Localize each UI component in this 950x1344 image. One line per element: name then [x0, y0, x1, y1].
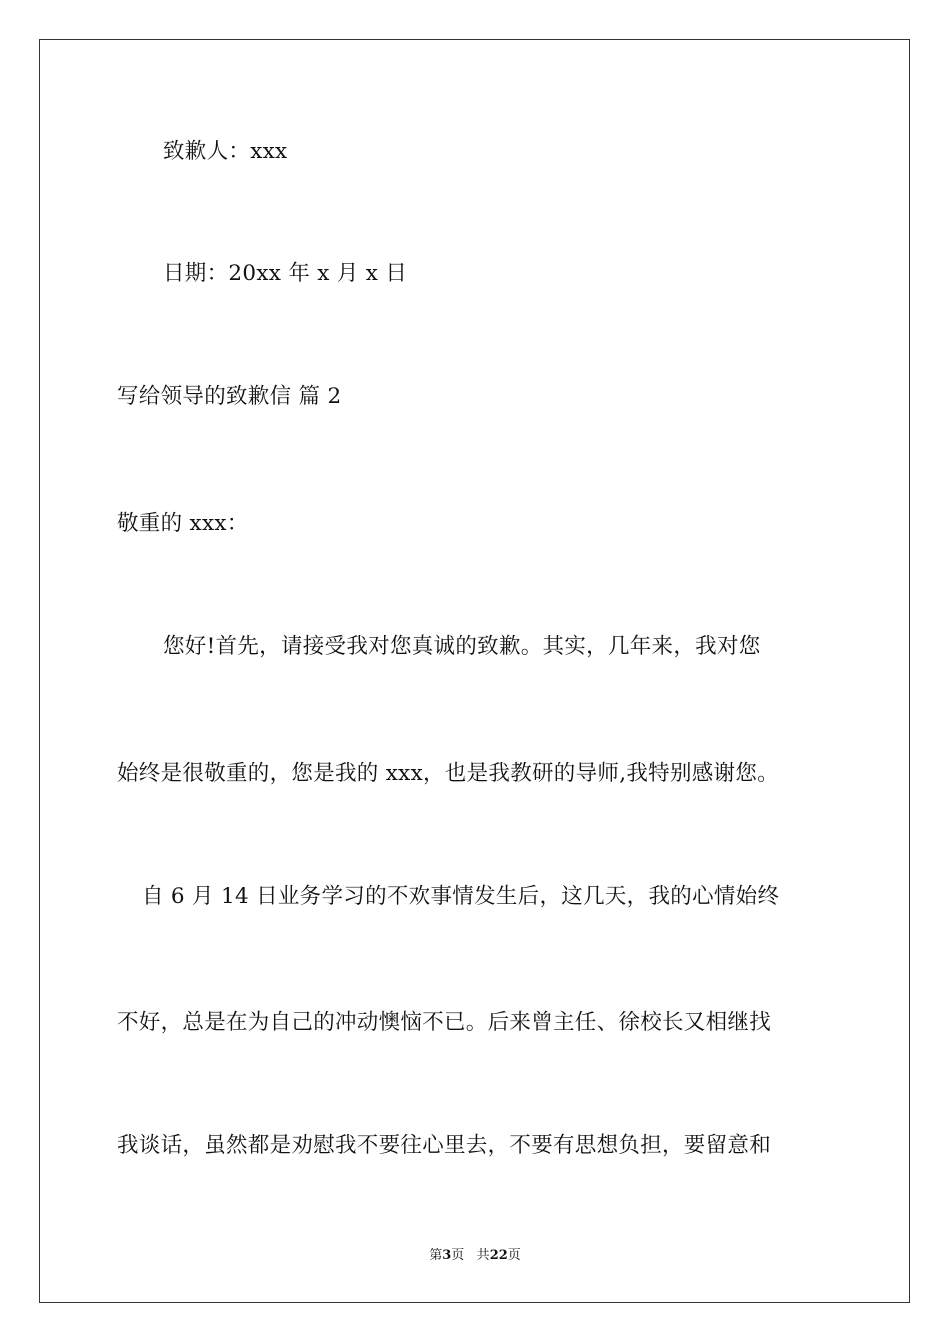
paragraph-line: 始终是很敬重的，您是我的 xxx，也是我教研的导师,我特别感谢您。: [117, 761, 779, 786]
total-suffix: 页: [507, 1248, 521, 1263]
total-pages: 22: [489, 1248, 508, 1263]
paragraph-line: 自 6 月 14 日业务学习的不欢事情发生后，这几天，我的心情始终: [142, 884, 780, 909]
salutation: 敬重的 xxx：: [117, 511, 249, 536]
page-number: 3: [442, 1248, 452, 1263]
page-border: [39, 39, 910, 1303]
paragraph-line: 我谈话，虽然都是劝慰我不要往心里去，不要有思想负担，要留意和: [117, 1133, 772, 1158]
signature-line: 致歉人：xxx: [163, 139, 288, 164]
paragraph-line: 您好!首先，请接受我对您真诚的致歉。其实，几年来，我对您: [163, 634, 761, 659]
page-suffix: 页: [451, 1248, 465, 1263]
page-footer: [0, 1247, 950, 1265]
paragraph-line: 不好，总是在为自己的冲动懊恼不已。后来曾主任、徐校长又相继找: [117, 1010, 772, 1035]
section-heading: 写给领导的致歉信 篇 2: [117, 384, 342, 409]
page-prefix: 第: [429, 1248, 443, 1263]
total-prefix: 共: [476, 1248, 490, 1263]
date-line: 日期：20xx 年 x 月 x 日: [163, 261, 408, 286]
